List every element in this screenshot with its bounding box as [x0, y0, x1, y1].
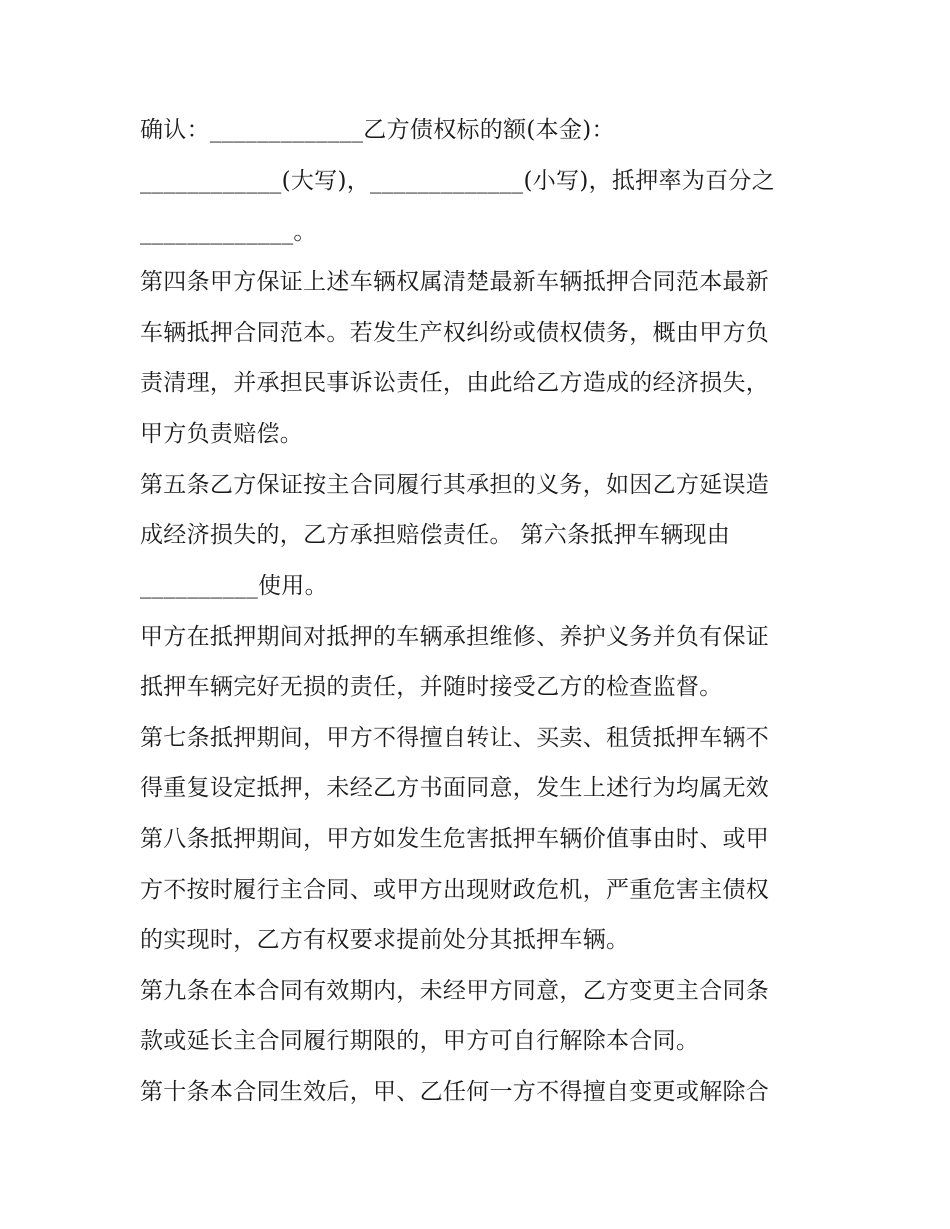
text-line-3: _____________。: [140, 219, 317, 245]
text-line-7: 甲方负责赔偿。: [140, 421, 304, 447]
text-line-2: ____________(大写)，_____________(小写)，抵押率为百分之: [140, 168, 775, 194]
text-line-12: 抵押车辆完好无损的责任，并随时接受乙方的检查监督。: [140, 674, 723, 700]
text-line-15: 第八条抵押期间，甲方如发生危害抵押车辆价值事由时、或甲: [140, 826, 770, 852]
text-line-11: 甲方在抵押期间对抵押的车辆承担维修、养护义务并负有保证: [140, 624, 770, 650]
text-line-6: 责清理，并承担民事诉讼责任，由此给乙方造成的经济损失，: [140, 370, 770, 396]
text-line-1: 确认：_____________乙方债权标的额(本金)：: [140, 117, 615, 143]
text-line-17: 的实现时，乙方有权要求提前处分其抵押车辆。: [140, 927, 630, 953]
text-line-19: 款或延长主合同履行期限的，甲方可自行解除本合同。: [140, 1028, 700, 1054]
text-line-13: 第七条抵押期间，甲方不得擅自转让、买卖、租赁抵押车辆不: [140, 725, 770, 751]
text-line-16: 方不按时履行主合同、或甲方出现财政危机，严重危害主债权: [140, 877, 770, 903]
text-line-20: 第十条本合同生效后，甲、乙任何一方不得擅自变更或解除合: [140, 1079, 770, 1105]
text-line-5: 车辆抵押合同范本。若发生产权纠纷或债权债务，概由甲方负: [140, 320, 770, 346]
text-line-9: 成经济损失的，乙方承担赔偿责任。 第六条抵押车辆现由: [140, 522, 731, 548]
text-line-18: 第九条在本合同有效期内，未经甲方同意，乙方变更主合同条: [140, 978, 770, 1004]
text-line-4: 第四条甲方保证上述车辆权属清楚最新车辆抵押合同范本最新: [140, 269, 770, 295]
text-line-10: __________使用。: [140, 573, 328, 599]
text-line-14: 得重复设定抵押，未经乙方书面同意，发生上述行为均属无效: [140, 775, 770, 801]
text-line-8: 第五条乙方保证按主合同履行其承担的义务，如因乙方延误造: [140, 472, 770, 498]
